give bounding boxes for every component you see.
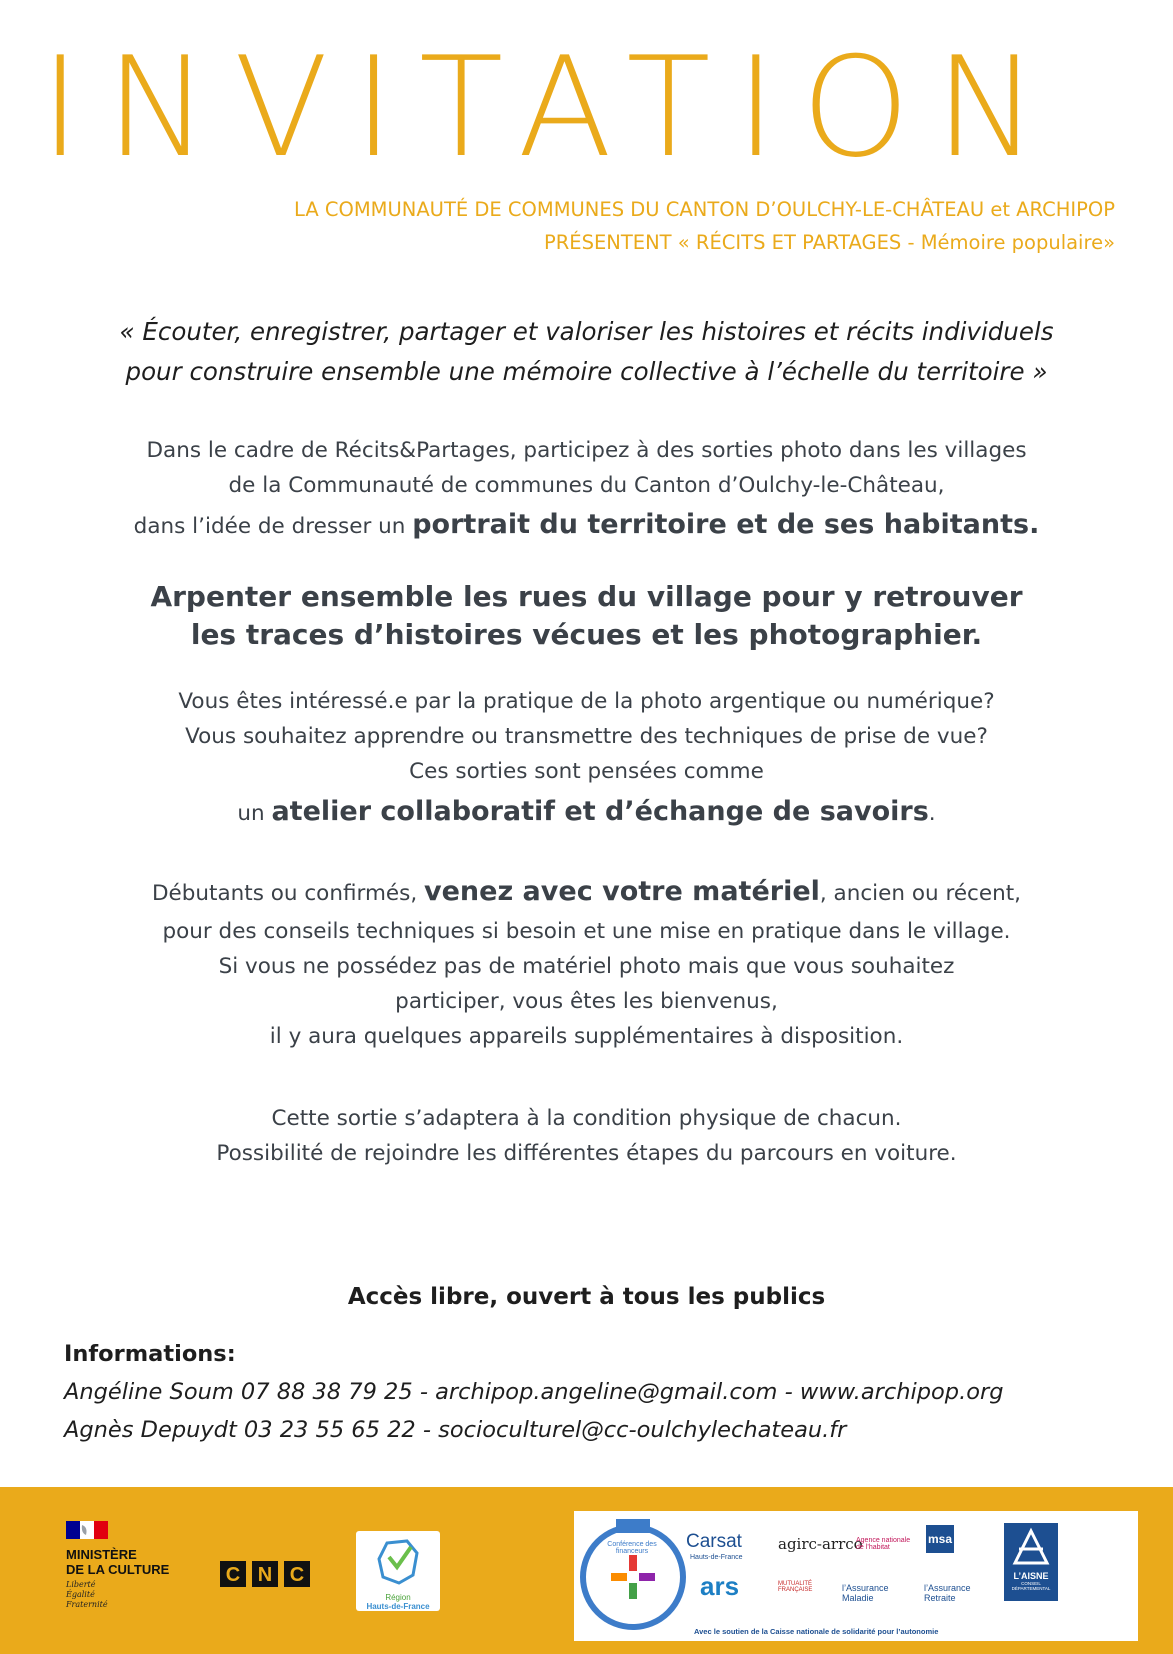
aisne-logo [1004, 1523, 1058, 1601]
conference-financeurs-icon [578, 1515, 688, 1635]
presenters-line-2: PRÉSENTENT « RÉCITS ET PARTAGES - Mémoire populaire» [543, 231, 1115, 254]
headline-line-1: Arpenter ensemble les rues du village pour y retrouver [150, 580, 1023, 613]
motto-fraternite: Fraternité [66, 1600, 108, 1609]
assurance-retraite-logo: l’Assurance Retraite [924, 1583, 971, 1603]
ministere-culture-logo [66, 1521, 206, 1610]
partner-logos [574, 1511, 1138, 1641]
svg-text:C: C [225, 1564, 241, 1586]
intro-line-2: de la Communauté de communes du Canton d’Oulchy-le-Château, [228, 473, 945, 498]
workshop-line-3: Ces sorties sont pensées comme [409, 759, 764, 784]
information-block [64, 1335, 1144, 1449]
region-hauts-de-france-logo [356, 1531, 440, 1611]
contact-agnes[interactable]: Agnès Depuydt 03 23 55 65 22 - socioculturel@cc-oulchylechateau.fr [64, 1417, 847, 1443]
cnsa-footnote: Avec le soutien de la Caisse nationale de solidarité pour l’autonomie [694, 1627, 939, 1636]
aisne-sub: CONSEIL DÉPARTEMENTAL [1011, 1581, 1051, 1591]
presenters-line-1: LA COMMUNAUTÉ DE COMMUNES DU CANTON D’OULCHY-LE-CHÂTEAU et ARCHIPOP [294, 198, 1115, 221]
contact-angeline[interactable]: Angéline Soum 07 88 38 79 25 - archipop.angeline@gmail.com - www.archipop.org [64, 1379, 1004, 1405]
quote-line-1: « Écouter, enregistrer, partager et valoriser les histoires et récits individuels [119, 317, 1054, 346]
intro-paragraph [40, 433, 1133, 549]
presenters [115, 193, 1115, 259]
assurance-maladie-logo: l’Assurance Maladie [842, 1583, 889, 1603]
region-label-1: Région [385, 1593, 411, 1602]
aisne-label: L’AISNE [1013, 1571, 1049, 1581]
physical-line-1: Cette sortie s’adaptera à la condition physique de chacun. [271, 1106, 902, 1131]
conference-label: Conférence des financeurs [607, 1541, 657, 1555]
equipment-line-2: pour des conseils techniques si besoin et une mise en pratique dans le village. [162, 919, 1011, 944]
information-label: Informations: [64, 1341, 236, 1367]
aisne-icon [1011, 1527, 1051, 1567]
equipment-line-3: Si vous ne possédez pas de matériel photo mais que vous souhaitez [218, 954, 955, 979]
headline-line-2: les traces d’histoires vécues et les photographier. [190, 618, 983, 651]
anah-logo: Agence nationale de l’habitat [856, 1537, 911, 1551]
workshop-line-4-prefix: un [237, 801, 272, 826]
ministere-line-2: DE LA CULTURE [66, 1562, 170, 1577]
sponsor-footer [0, 1487, 1173, 1654]
workshop-line-2: Vous souhaitez apprendre ou transmettre des techniques de prise de vue? [185, 724, 988, 749]
motto-liberte: Liberté [66, 1580, 96, 1589]
cnc-logo [220, 1559, 310, 1589]
mutualite-logo: MUTUALITÉ FRANÇAISE [778, 1581, 813, 1593]
quote-line-2: pour construire ensemble une mémoire collective à l’échelle du territoire » [125, 357, 1048, 386]
carsat-logo: Carsat [686, 1531, 742, 1552]
physical-line-2: Possibilité de rejoindre les différentes étapes du parcours en voiture. [216, 1141, 957, 1166]
headline [40, 578, 1133, 654]
equipment-line-1 [40, 872, 1133, 914]
intro-line-1: Dans le cadre de Récits&Partages, participez à des sorties photo dans les villages [146, 438, 1027, 463]
ministere-line-1: MINISTÈRE [66, 1547, 137, 1562]
marianne-icon [66, 1521, 110, 1539]
intro-line-3-emphasis: portrait du territoire et de ses habitants. [412, 509, 1040, 540]
equipment-line-1-prefix: Débutants ou confirmés, [151, 881, 424, 906]
carsat-sub: Hauts-de-France [690, 1554, 743, 1561]
equipment-paragraph [40, 872, 1133, 1054]
equipment-line-4: participer, vous êtes les bienvenus, [395, 989, 778, 1014]
cnc-icon [220, 1559, 310, 1589]
quote [60, 312, 1113, 392]
invitation-title: INVITATION [40, 27, 1064, 188]
svg-text:C: C [289, 1564, 305, 1586]
msa-label: msa [927, 1532, 953, 1546]
msa-logo [926, 1525, 954, 1553]
workshop-line-1: Vous êtes intéressé.e par la pratique de la photo argentique ou numérique? [178, 689, 995, 714]
intro-line-3 [40, 503, 1133, 549]
agirc-arrco-logo: agirc-arrco [778, 1535, 863, 1553]
workshop-line-4 [40, 789, 1133, 837]
workshop-paragraph [40, 684, 1133, 837]
svg-text:N: N [257, 1564, 273, 1586]
physical-paragraph [40, 1101, 1133, 1171]
ars-logo: ars [700, 1571, 740, 1601]
equipment-line-1-emphasis: venez avec votre matériel [424, 876, 820, 907]
intro-line-3-text: dans l’idée de dresser un [133, 514, 413, 539]
equipment-line-1-suffix: , ancien ou récent, [819, 881, 1021, 906]
region-label-2: Hauts-de-France [366, 1602, 430, 1611]
region-map-icon [373, 1537, 423, 1587]
workshop-line-4-emphasis: atelier collaboratif et d’échange de savoirs [271, 796, 929, 827]
access-note: Accès libre, ouvert à tous les publics [347, 1284, 826, 1310]
motto-egalite: Égalité [66, 1590, 95, 1599]
equipment-line-5: il y aura quelques appareils supplémentaires à disposition. [269, 1024, 904, 1049]
workshop-line-4-suffix: . [928, 801, 936, 826]
